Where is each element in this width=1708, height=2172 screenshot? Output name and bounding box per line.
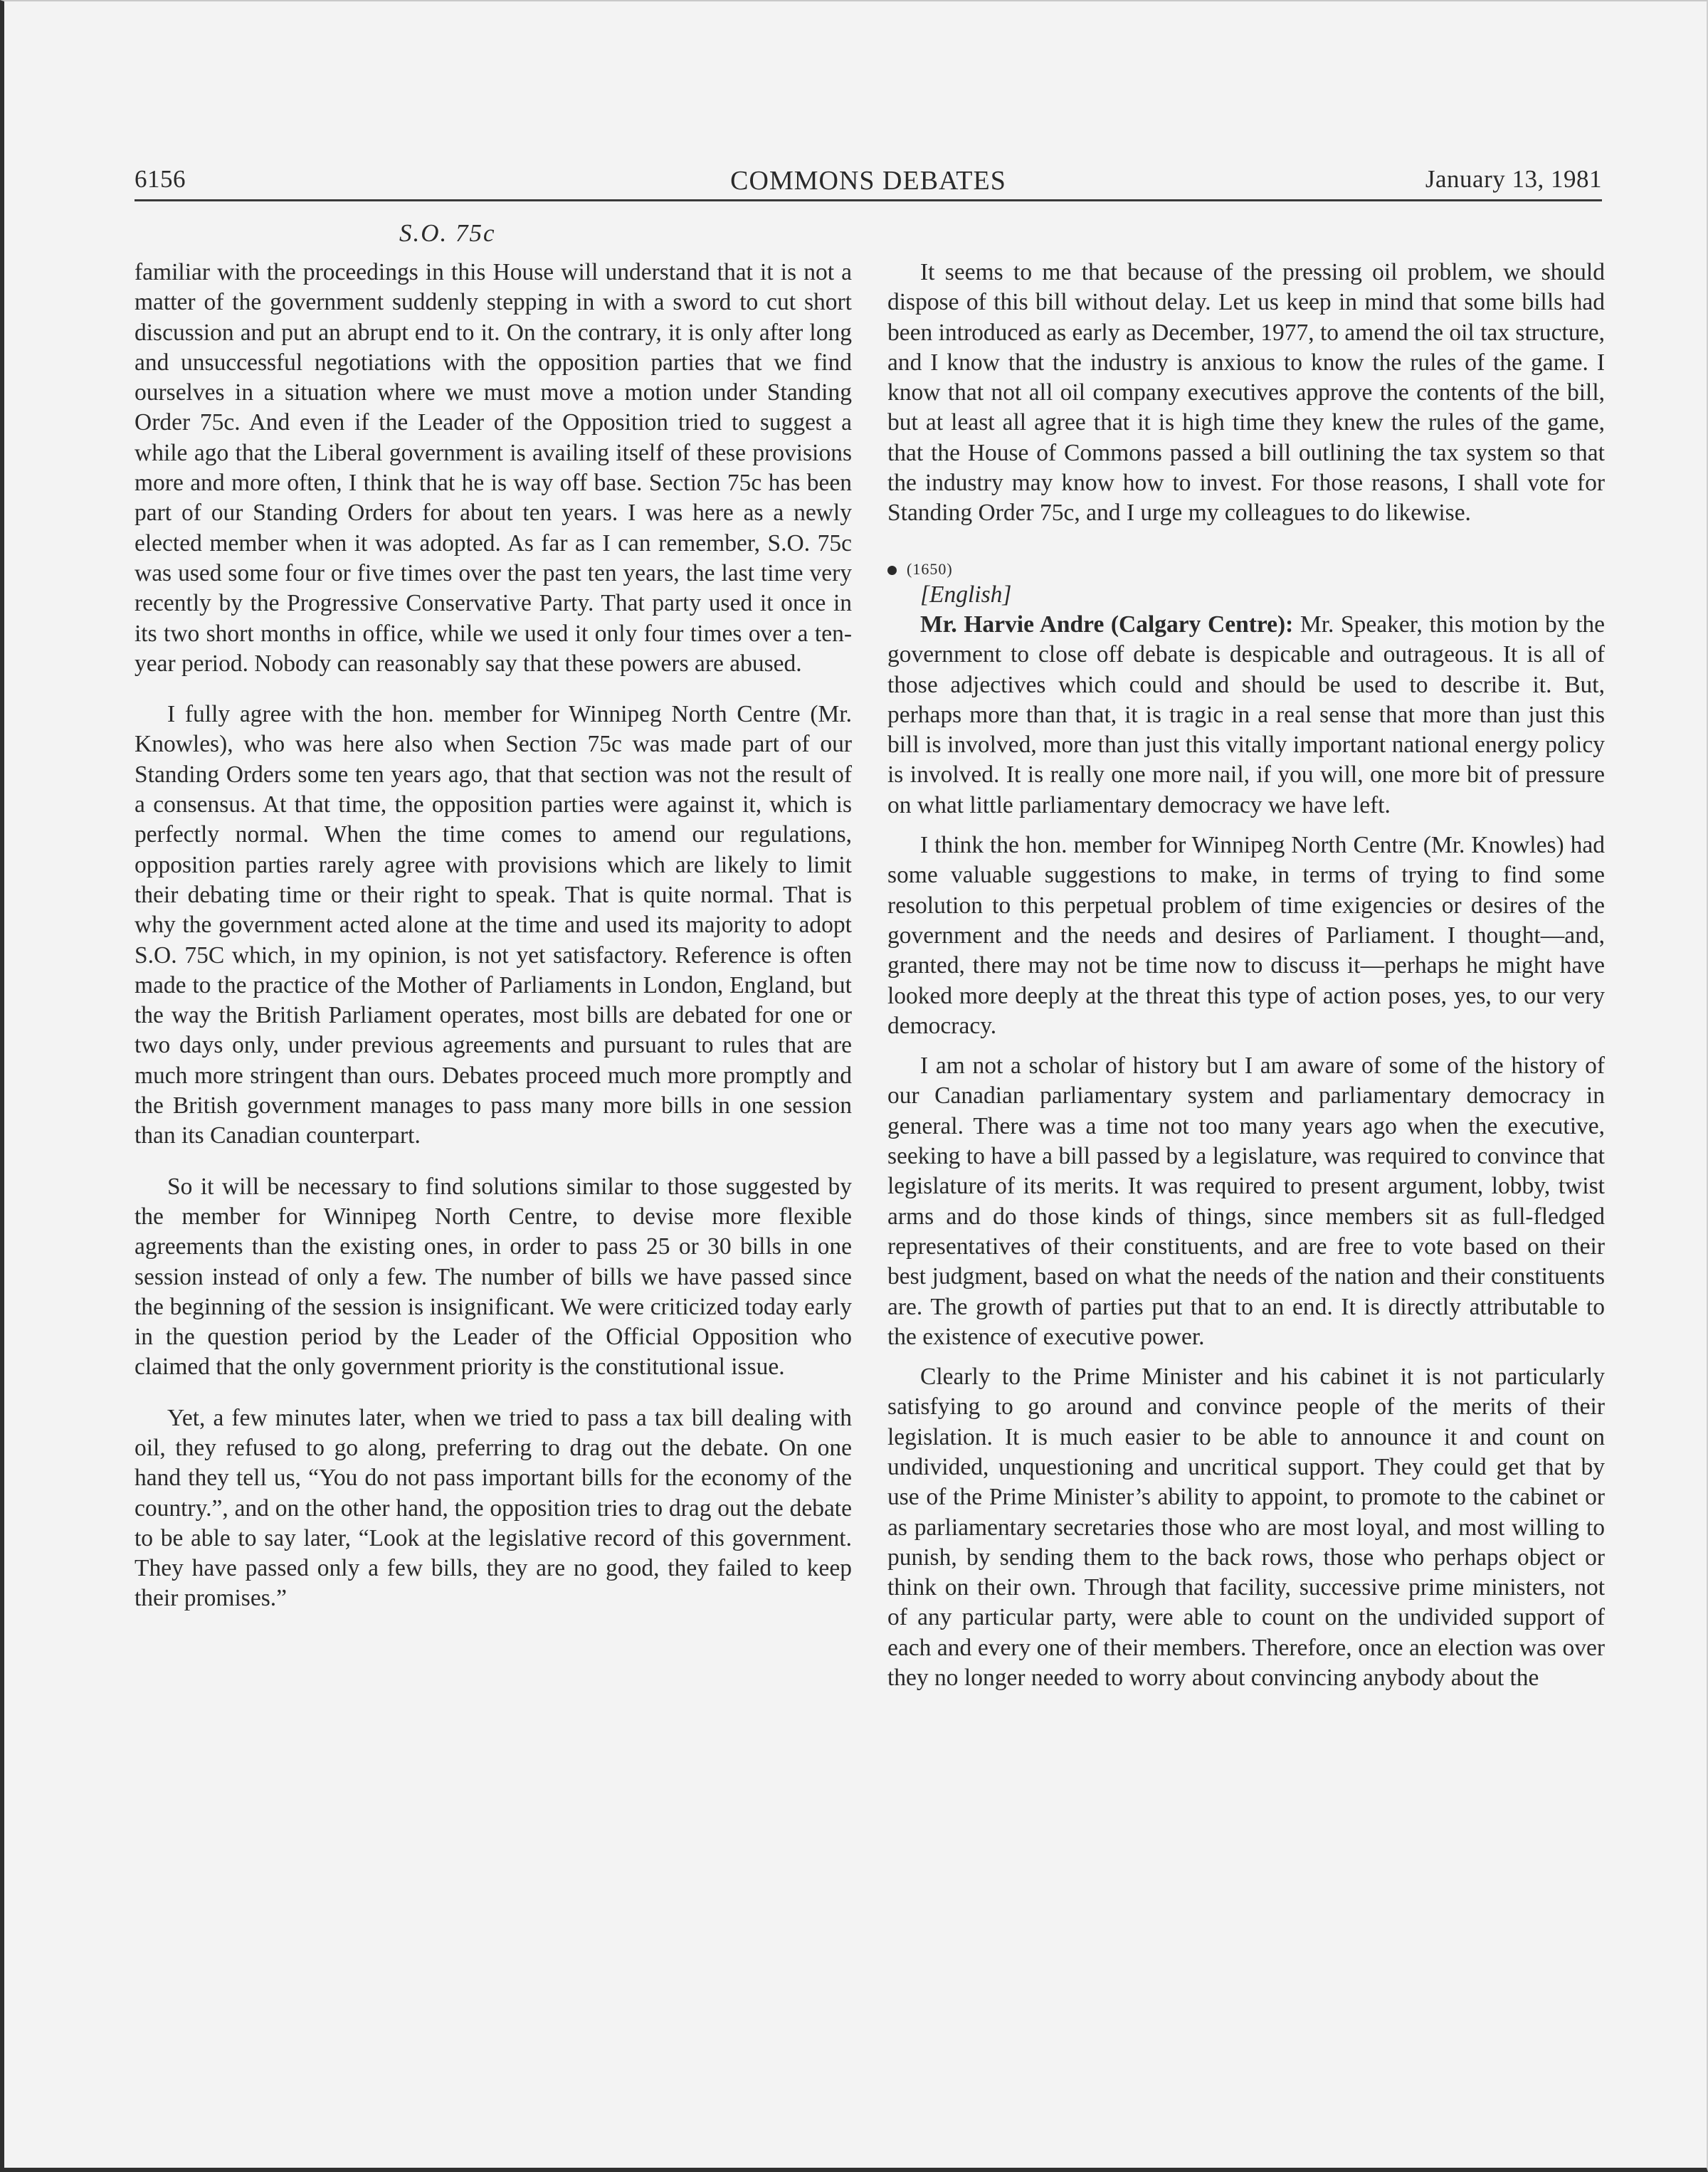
- speaker-name: Mr. Harvie Andre (Calgary Centre):: [920, 611, 1294, 638]
- speech-paragraph: [887, 610, 1605, 821]
- paragraph: Clearly to the Prime Minister and his cabinet it is not particularly satisfying to go around and convince people of the merits of their legislation. It is much easier to be able to announce it and count on undivided, unquestioning and uncritical support. They could get that by use of the Prime Minister’s ability to appoint, to promote to the cabinet or as parliamentary secretaries those who are most loyal, and most willing to punish, by sending them to the back rows, those who perhaps object or think on their own. Through that facility, successive prime ministers, not of any particular party, were able to count on the undivided support of each and every one of their members. Therefore, once an election was over they no longer needed to worry about convincing anybody about the: [887, 1364, 1605, 1692]
- left-column: [135, 258, 852, 1614]
- debate-date: January 13, 1981: [1425, 165, 1602, 193]
- publication-title: COMMONS DEBATES: [730, 166, 1006, 196]
- paragraph: So it will be necessary to find solutions similar to those suggested by the member for Winnipeg North Centre, to devise more flexible agreements than the existing ones, in order to pass 25 or 30 bills in one session instead of only a few. The number of bills we have passed since the beginning of the session is insignificant. We were criticized today early in the question period by the Leader of the Official Opposition who claimed that the only government priority is the constitutional issue.: [135, 1173, 852, 1381]
- paragraph: I fully agree with the hon. member for Winnipeg North Centre (Mr. Knowles), who was here also when Section 75c was made part of our Standing Orders some ten years ago, that that section was not the result of a consensus. At that time, the opposition parties were against it, which is perfectly normal. When the time comes to amend our regulations, opposition parties rarely agree with provisions which are likely to limit their debating time or their right to speak. That is quite normal. That is why the government acted alone at the time and used its majority to adopt S.O. 75C which, in my opinion, is not yet satisfactory. Reference is often made to the practice of the Mother of Parliaments in London, England, but the way the British Parliament operates, most bills are debated for one or two days only, under previous agreements and pursuant to rules that are much more stringent than ours. Debates proceed much more promptly and the British government manages to pass many more bills in one session than its Canadian counterpart.: [135, 701, 852, 1149]
- page-number: 6156: [135, 165, 186, 193]
- language-tag: [English]: [920, 581, 1012, 608]
- section-label: S.O. 75c: [399, 219, 496, 247]
- paragraph: I am not a scholar of history but I am aware of some of the history of our Canadian parliamentary system and parliamentary democracy in general. There was a time not too many years ago when the executive, seeking to have a bill passed by a legislature, was required to convince that legislature of its merits. It was required to present argument, lobby, twist arms and do those kinds of things, since members sit as full-fledged representatives of their constituents, and are free to vote based on their best judgment, based on what the needs of the nation and their constituents are. The growth of parties put that to an end. It is directly attributable to the existence of executive power.: [887, 1053, 1605, 1350]
- speech-text: Mr. Speaker, this motion by the government to close off debate is despicable and outrageous. It is all of those adjectives which could and should be used to describe it. But, perhaps more than that, it is tragic in a real sense that more than just this bill is involved, more than just this vitally important national energy policy is involved. It is really one more nail, if you will, one more bit of pressure on what little parliamentary democracy we have left.: [887, 611, 1605, 818]
- right-column: [887, 258, 1605, 1693]
- timestamp-text: (1650): [907, 559, 953, 578]
- running-head: [135, 165, 1602, 201]
- paragraph: Yet, a few minutes later, when we tried to pass a tax bill dealing with oil, they refused to go along, preferring to drag out the debate. On one hand they tell us, “You do not pass important bills for the economy of the country.”, and on the other hand, the opposition tries to drag out the debate to be able to say later, “Look at the legislative record of this government. They have passed only a few bills, they are no good, they failed to keep their promises.”: [135, 1404, 852, 1612]
- bullet-icon: [887, 566, 897, 575]
- paragraph: I think the hon. member for Winnipeg North Centre (Mr. Knowles) had some valuable suggestions to make, in terms of trying to find some resolution to this perpetual problem of time exigencies or desires of the government and the needs and desires of Parliament. I thought—and, granted, there may not be time now to discuss it—perhaps he might have looked more deeply at the threat this type of action poses, yes, to our very democracy.: [887, 832, 1605, 1039]
- timestamp: [887, 559, 1605, 580]
- paragraph: It seems to me that because of the pressing oil problem, we should dispose of this bill without delay. Let us keep in mind that some bills had been introduced as early as December, 1977, to amend the oil tax structure, and I know that the industry is anxious to know the rules of the game. I know that not all oil company executives approve the contents of the bill, but at least all agree that it is high time they knew the rules of the game, that the House of Commons passed a bill outlining the tax system so that the industry may know how to invest. For those reasons, I shall vote for Standing Order 75c, and I urge my colleagues to do likewise.: [887, 259, 1605, 527]
- header-rule: [135, 199, 1602, 201]
- paragraph: familiar with the proceedings in this House will understand that it is not a matter of the government suddenly stepping in with a sword to cut short discussion and put an abrupt end to it. On the contrary, it is only after long and unsuccessful negotiations with the opposition parties that we find ourselves in a situation where we must move a motion under Standing Order 75c. And even if the Leader of the Opposition tried to suggest a while ago that the Liberal government is availing itself of these provisions more and more often, I think that he is way off base. Section 75c has been part of our Standing Orders for about ten years. I was here as a newly elected member when it was adopted. As far as I can remember, S.O. 75c was used some four or five times over the past ten years, the last time very recently by the Progressive Conservative Party. That party used it once in its two short months in office, while we used it only four times over a ten-year period. Nobody can reasonably say that these powers are abused.: [135, 259, 852, 677]
